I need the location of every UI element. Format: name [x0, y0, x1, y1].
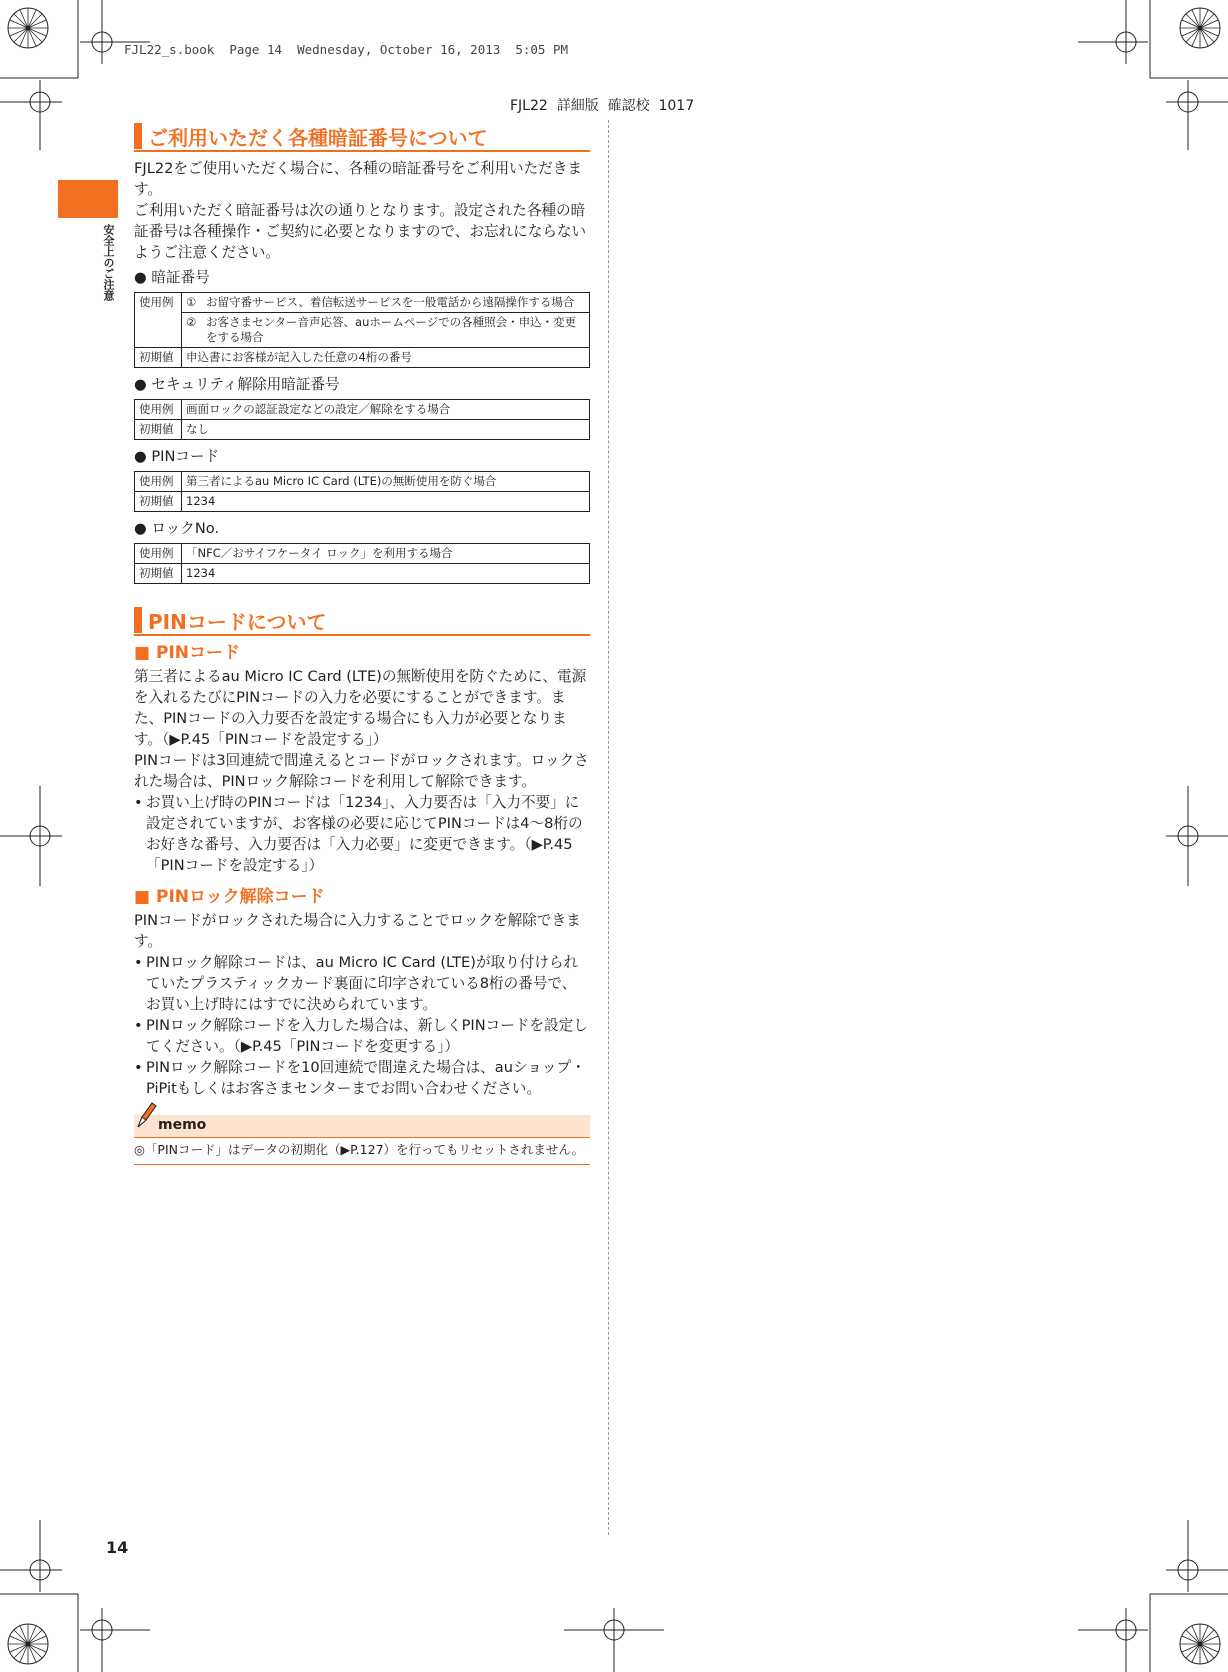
passcode-heading: ● 暗証番号	[134, 269, 210, 286]
initial-label: 初期値	[135, 492, 182, 512]
initial-label: 初期値	[135, 564, 182, 584]
usage-number: ②	[186, 315, 197, 329]
page-number: 14	[106, 1538, 129, 1557]
passcode-table	[134, 292, 590, 368]
lockno-table	[134, 543, 590, 584]
usage-text: 第三者によるau Micro IC Card (LTE)の無断使用を防ぐ場合	[182, 472, 590, 492]
pencil-icon	[134, 1101, 158, 1131]
usage-cell	[182, 313, 590, 348]
security-heading: ● セキュリティ解除用暗証番号	[134, 376, 340, 393]
pin-table	[134, 471, 590, 512]
puk-subheading: ■ PINロック解除コード	[134, 887, 325, 907]
memo-text: ◎「PINコード」はデータの初期化（▶P.127）を行ってもリセットされません。	[134, 1138, 590, 1165]
bullet: •	[134, 954, 143, 971]
intro-paragraph-1: FJL22をご使用いただく場合に、各種の暗証番号をご利用いただきます。	[134, 160, 583, 198]
usage-label: 使用例	[135, 472, 182, 492]
list-item	[134, 952, 590, 1015]
list-item-text: PINロック解除コードを入力した場合は、新しくPINコードを設定してください。（▶P.45「PINコードを変更する」）	[146, 1017, 588, 1055]
list-item-text: PINロック解除コードを10回連続で間違えた場合は、auショップ・PiPitもしくはお客さまセンターまでお問い合わせください。	[146, 1059, 586, 1097]
usage-text: お客さまセンター音声応答、auホームページでの各種照会・申込・変更をする場合	[206, 315, 577, 344]
puk-paragraph-1: PINコードがロックされた場合に入力することでロックを解除できます。	[134, 912, 581, 950]
initial-value: 申込書にお客様が記入した任意の4桁の番号	[182, 348, 590, 368]
list-item-text: PINロック解除コードは、au Micro IC Card (LTE)が取り付けられていたプラスティックカード裏面に印字されている8桁の番号で、お買い上げ時にはすでに決められています。	[146, 954, 579, 1013]
section-title-text: ご利用いただく各種暗証番号について	[148, 126, 488, 150]
initial-value: 1234	[182, 492, 590, 512]
usage-text: 画面ロックの認証設定などの設定／解除をする場合	[182, 400, 590, 420]
usage-text: 「NFC／おサイフケータイ ロック」を利用する場合	[182, 544, 590, 564]
usage-number: ①	[186, 295, 197, 309]
intro-paragraph-2: ご利用いただく暗証番号は次の通りとなります。設定された各種の暗証番号は各種操作・ご契約に必要となりますので、お忘れにならないようご注意ください。	[134, 202, 587, 261]
security-table	[134, 399, 590, 440]
list-item	[134, 1057, 590, 1099]
usage-text: お留守番サービス、着信転送サービスを一般電話から遠隔操作する場合	[206, 295, 575, 309]
usage-label: 使用例	[135, 400, 182, 420]
section-title-bar	[134, 607, 142, 633]
initial-value: 1234	[182, 564, 590, 584]
pin-paragraph-1: 第三者によるau Micro IC Card (LTE)の無断使用を防ぐために、電源を入れるたびにPINコードの入力を必要にすることができます。また、PINコードの入力要否を設定する場合にも入力が必要となります。（▶P.45「PINコードを設定する」）	[134, 668, 587, 748]
list-item	[134, 1015, 590, 1057]
side-tab	[58, 180, 118, 218]
section-title-bar	[134, 123, 142, 149]
bullet: •	[134, 1059, 143, 1076]
pin-code-subheading: ■ PINコード	[134, 643, 240, 663]
memo-header	[134, 1115, 590, 1138]
section-title-pin	[134, 604, 590, 636]
section-title-passcodes	[134, 120, 590, 152]
column-divider	[608, 120, 609, 1535]
pin-paragraph-2: PINコードは3回連続で間違えるとコードがロックされます。ロックされた場合は、PINロック解除コードを利用して解除できます。	[134, 752, 589, 790]
list-item	[134, 792, 590, 876]
initial-value: なし	[182, 420, 590, 440]
usage-cell	[182, 293, 590, 313]
proof-label: FJL22 詳細版 確認校 1017	[510, 98, 695, 114]
section-title-text: PINコードについて	[148, 610, 327, 634]
side-tab-label: 安全上のご注意	[102, 224, 115, 301]
usage-label: 使用例	[135, 544, 182, 564]
book-info-header: FJL22_s.book Page 14 Wednesday, October 16, 2013 5:05 PM	[124, 42, 569, 57]
bullet: •	[134, 1017, 143, 1034]
memo-label: memo	[158, 1117, 207, 1133]
initial-label: 初期値	[135, 420, 182, 440]
usage-label: 使用例	[135, 293, 182, 348]
list-item-text: お買い上げ時のPINコードは「1234」、入力要否は「入力不要」に設定されていますが、お客様の必要に応じてPINコードは4～8桁のお好きな番号、入力要否は「入力必要」に変更できます。（▶P.45「PINコードを設定する」）	[146, 794, 583, 874]
initial-label: 初期値	[135, 348, 182, 368]
main-column	[134, 120, 590, 1165]
bullet: •	[134, 794, 143, 811]
lockno-heading: ● ロックNo.	[134, 520, 220, 537]
pin-heading: ● PINコード	[134, 448, 220, 465]
